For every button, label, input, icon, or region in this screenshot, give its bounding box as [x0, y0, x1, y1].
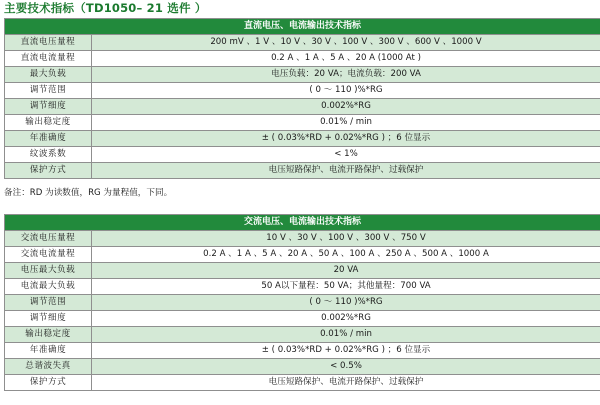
row-label: 总谐波失真 — [5, 359, 92, 375]
row-label: 纹波系数 — [5, 147, 92, 163]
row-value: ± ( 0.03%*RD + 0.02%*RG ) ；6 位显示 — [92, 131, 600, 147]
row-value: 0.01% / min — [92, 327, 600, 343]
table-row — [5, 131, 600, 147]
row-value: 0.002%*RG — [92, 311, 600, 327]
table-row — [5, 295, 600, 311]
footnote: 备注：RD 为读数值，RG 为量程值，下同。 — [4, 188, 173, 198]
row-label: 最大负载 — [5, 67, 92, 83]
dc-spec-table — [4, 18, 600, 179]
row-label: 调节范围 — [5, 295, 92, 311]
row-value: 200 mV 、1 V 、10 V 、30 V 、100 V 、300 V 、600 V 、1000 V — [92, 35, 600, 51]
ac-table-header-row — [5, 215, 600, 231]
table-row — [5, 67, 600, 83]
ac-spec-table — [4, 214, 600, 391]
row-label: 调节细度 — [5, 99, 92, 115]
row-value: ± ( 0.03%*RD + 0.02%*RG ) ；6 位显示 — [92, 343, 600, 359]
row-label: 保护方式 — [5, 375, 92, 391]
row-value: 10 V 、30 V 、100 V 、300 V 、750 V — [92, 231, 600, 247]
row-label: 直流电流量程 — [5, 51, 92, 67]
row-label: 调节范围 — [5, 83, 92, 99]
row-value: 电压短路保护、电流开路保护、过载保护 — [92, 375, 600, 391]
table-row — [5, 35, 600, 51]
row-label: 直流电压量程 — [5, 35, 92, 51]
table-row — [5, 83, 600, 99]
row-label: 交流电流量程 — [5, 247, 92, 263]
page-title: 主要技术指标（TD1050– 21 选件 ） — [4, 1, 207, 15]
table-row — [5, 359, 600, 375]
row-label: 调节细度 — [5, 311, 92, 327]
row-label: 输出稳定度 — [5, 115, 92, 131]
row-value: ( 0 ～ 110 )%*RG — [92, 295, 600, 311]
table-row — [5, 99, 600, 115]
row-value: 0.01% / min — [92, 115, 600, 131]
table-row — [5, 247, 600, 263]
row-value: ( 0 ～ 110 )%*RG — [92, 83, 600, 99]
table-row — [5, 279, 600, 295]
row-label: 电压最大负载 — [5, 263, 92, 279]
table-row — [5, 263, 600, 279]
row-value: 0.2 A 、1 A 、5 A 、20 A 、50 A 、100 A 、250 A 、500 A 、1000 A — [92, 247, 600, 263]
table-row — [5, 231, 600, 247]
row-value: 电压负载：20 VA；电流负载：200 VA — [92, 67, 600, 83]
row-value: 0.2 A 、1 A 、5 A 、20 A (1000 At ) — [92, 51, 600, 67]
row-value: 20 VA — [92, 263, 600, 279]
row-value: 电压短路保护、电流开路保护、过载保护 — [92, 163, 600, 179]
row-value: 0.002%*RG — [92, 99, 600, 115]
row-value: < 0.5% — [92, 359, 600, 375]
table-row — [5, 375, 600, 391]
row-label: 电流最大负载 — [5, 279, 92, 295]
row-label: 年准确度 — [5, 343, 92, 359]
table-row — [5, 311, 600, 327]
table-row — [5, 51, 600, 67]
row-label: 年准确度 — [5, 131, 92, 147]
table-row — [5, 147, 600, 163]
ac-table-header: 交流电压、电流输出技术指标 — [5, 215, 600, 231]
table-row — [5, 163, 600, 179]
row-value: < 1% — [92, 147, 600, 163]
table-row — [5, 115, 600, 131]
row-label: 交流电压量程 — [5, 231, 92, 247]
table-row — [5, 343, 600, 359]
row-label: 保护方式 — [5, 163, 92, 179]
dc-table-header-row — [5, 19, 600, 35]
table-row — [5, 327, 600, 343]
row-value: 50 A以下量程：50 VA；其他量程：700 VA — [92, 279, 600, 295]
dc-table-header: 直流电压、电流输出技术指标 — [5, 19, 600, 35]
row-label: 输出稳定度 — [5, 327, 92, 343]
